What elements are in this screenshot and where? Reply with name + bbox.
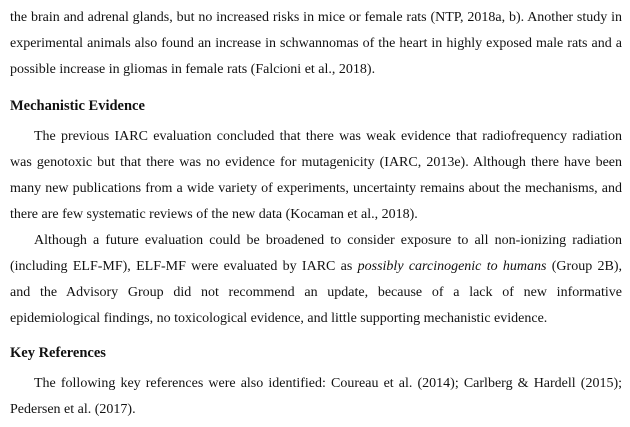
body-text-line: and the Advisory Group did not recommend an update, because of a lack of new informative <box>10 285 622 300</box>
body-text-line-mixed <box>10 258 622 276</box>
body-text-line: was genotoxic but that there was no evidence for mutagenicity (IARC, 2013e). Although there have been <box>10 155 622 170</box>
body-text-line: the brain and adrenal glands, but no increased risks in mice or female rats (NTP, 2018a, b). Another study in <box>10 10 622 25</box>
body-text-line: epidemiological findings, no toxicological evidence, and little supporting mechanistic evidence. <box>10 311 548 326</box>
italic-text-run: possibly carcinogenic to humans <box>357 259 547 274</box>
body-text-line: there are few systematic reviews of the new data (Kocaman et al., 2018). <box>10 207 418 222</box>
body-text-line: many new publications from a wide variety of experiments, uncertainty remains about the mechanisms, and <box>10 181 622 196</box>
body-text-line: experimental animals also found an increase in schwannomas of the heart in highly exposed male rats and a <box>10 36 622 51</box>
body-text-line: The following key references were also identified: Coureau et al. (2014); Carlberg & Hardell (2015); <box>34 376 622 391</box>
body-text-line: possible increase in gliomas in female rats (Falcioni et al., 2018). <box>10 62 376 77</box>
section-heading-key-references: Key References <box>10 345 106 361</box>
text-run: (including ELF-MF), ELF-MF were evaluated by IARC as <box>10 259 358 274</box>
text-run: (Group 2B), <box>546 259 622 274</box>
body-text-line: The previous IARC evaluation concluded that there was weak evidence that radiofrequency radiation <box>34 129 622 144</box>
body-text-line: Although a future evaluation could be broadened to consider exposure to all non-ionizing radiation <box>34 233 622 248</box>
section-heading-mechanistic-evidence: Mechanistic Evidence <box>10 98 145 114</box>
body-text-line: Pedersen et al. (2017). <box>10 402 136 417</box>
